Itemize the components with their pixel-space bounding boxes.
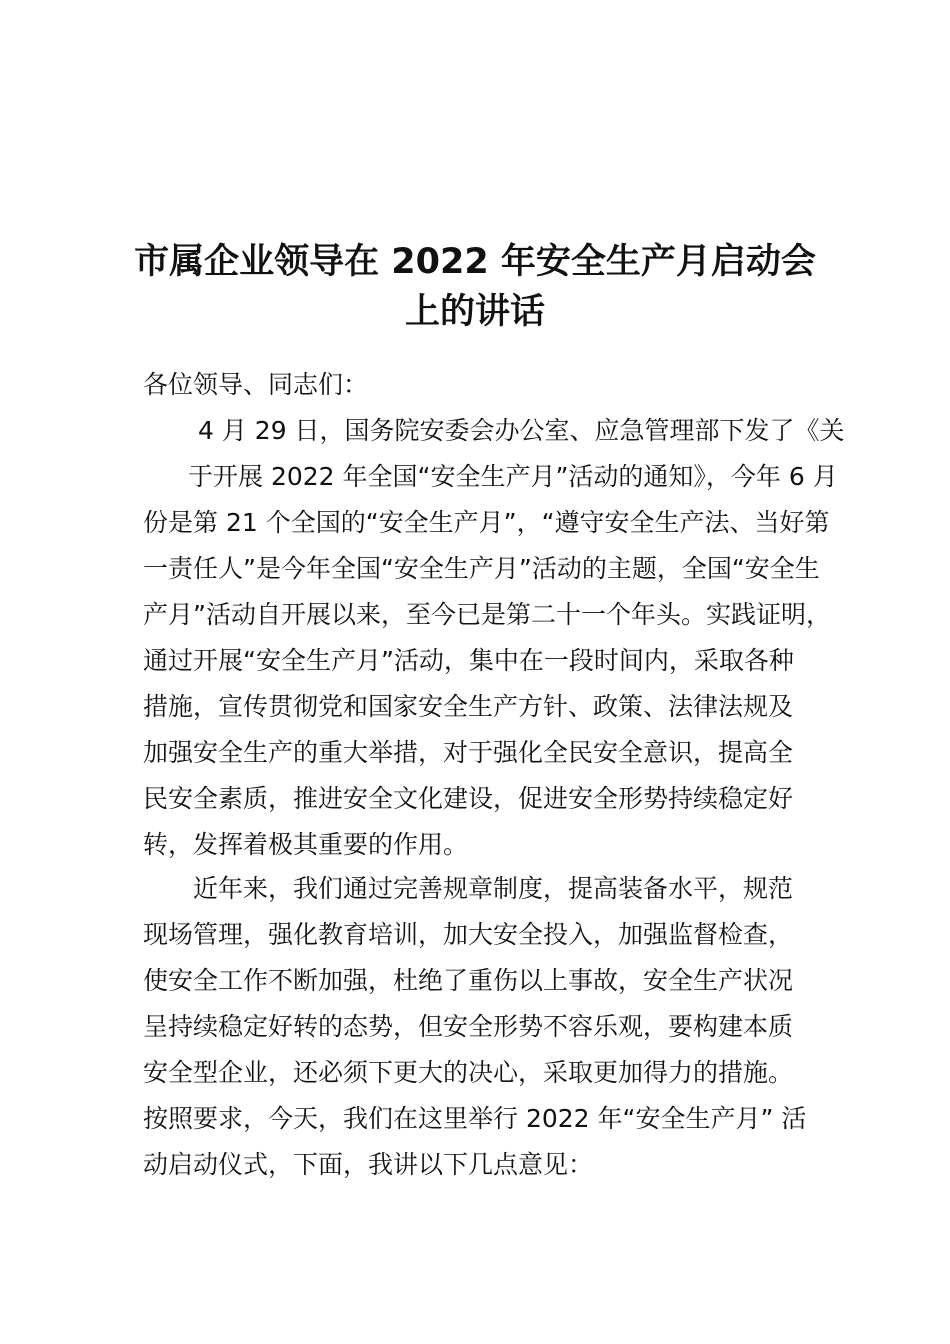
paragraph-1-line: 于开展 2022 年全国“安全生产月”活动的通知》，今年 6 月 xyxy=(188,462,838,491)
paragraph-2-line: 安全型企业，还必须下更大的决心，采取更加得力的措施。 xyxy=(143,1058,794,1087)
paragraph-1-line: 转，发挥着极其重要的作用。 xyxy=(143,830,469,859)
document-title-line-2: 上的讲话 xyxy=(404,292,545,332)
paragraph-2-line: 呈持续稳定好转的态势，但安全形势不容乐观，要构建本质 xyxy=(143,1012,794,1041)
paragraph-2-line: 近年来，我们通过完善规章制度，提高装备水平，规范 xyxy=(193,874,794,903)
paragraph-2-line: 现场管理，强化教育培训，加大安全投入，加强监督检查， xyxy=(143,920,794,949)
paragraph-1-line: 一责任人”是今年全国“安全生产月”活动的主题，全国“安全生 xyxy=(143,554,820,583)
paragraph-1-line: 通过开展“安全生产月”活动，集中在一段时间内，采取各种 xyxy=(143,646,794,675)
paragraph-2-line: 动启动仪式，下面，我讲以下几点意见： xyxy=(143,1150,594,1179)
paragraph-1-line: 加强安全生产的重大举措，对于强化全民安全意识，提高全 xyxy=(143,738,794,767)
paragraph-1-line: 份是第 21 个全国的“安全生产月”，“遵守安全生产法、当好第 xyxy=(143,508,830,537)
paragraph-2-line: 按照要求，今天，我们在这里举行 2022 年“安全生产月” 活 xyxy=(143,1104,807,1133)
paragraph-1-line: 产月”活动自开展以来，至今已是第二十一个年头。实践证明， xyxy=(143,600,831,629)
document-title-line-1: 市属企业领导在 2022 年安全生产月启动会 xyxy=(134,242,816,282)
salutation: 各位领导、同志们： xyxy=(143,370,369,399)
paragraph-1-line: 民安全素质，推进安全文化建设，促进安全形势持续稳定好 xyxy=(143,784,794,813)
paragraph-1-line: 措施，宣传贯彻党和国家安全生产方针、政策、法律法规及 xyxy=(143,692,794,721)
paragraph-2-line: 使安全工作不断加强，杜绝了重伤以上事故，安全生产状况 xyxy=(143,966,794,995)
paragraph-1-line: 4 月 29 日，国务院安委会办公室、应急管理部下发了《关 xyxy=(198,416,845,445)
